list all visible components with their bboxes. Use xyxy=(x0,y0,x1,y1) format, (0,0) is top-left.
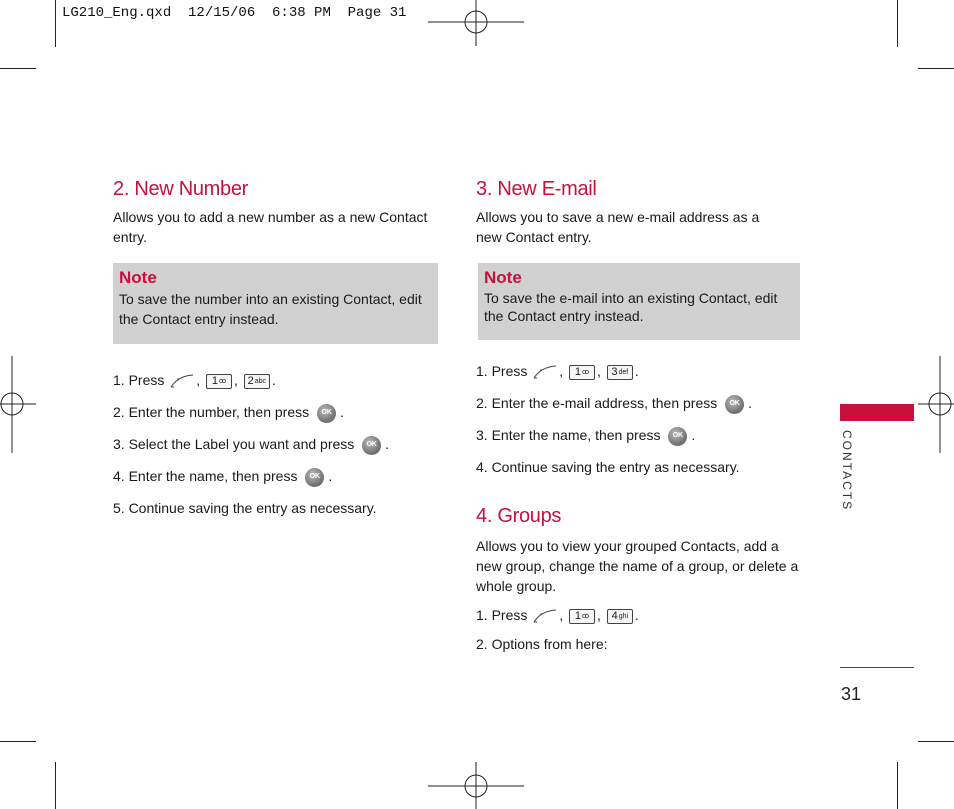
key-label: 3 xyxy=(611,365,618,378)
separator: , xyxy=(559,363,564,379)
new-number-step-4 xyxy=(113,466,332,487)
step-text: 1. Press xyxy=(476,363,528,379)
left-soft-key-icon xyxy=(533,609,557,623)
crop-mark xyxy=(918,741,954,742)
step-text: 1. Press xyxy=(476,607,528,623)
left-soft-key-icon xyxy=(170,374,194,388)
key-1-icon xyxy=(569,609,595,624)
key-label: 2 xyxy=(247,374,254,387)
key-label: 1 xyxy=(574,609,582,622)
separator: , xyxy=(559,607,564,623)
new-number-note xyxy=(113,263,438,344)
crop-mark xyxy=(55,762,56,809)
left-soft-key-icon xyxy=(533,365,557,379)
separator: . xyxy=(385,436,390,452)
page-number: 31 xyxy=(841,684,862,704)
groups-description: Allows you to view your grouped Contacts, add a new group, change the name of a group, or delete a whole group. xyxy=(476,538,799,594)
voicemail-glyph: ꝏ xyxy=(582,612,590,620)
registration-mark-bottom xyxy=(428,762,528,809)
ok-key-icon: OK xyxy=(668,427,687,446)
separator: , xyxy=(597,363,601,379)
voicemail-glyph: ꝏ xyxy=(582,368,590,376)
key-sub-label: def xyxy=(618,368,629,376)
key-label: 4 xyxy=(611,609,618,622)
separator: . xyxy=(340,404,344,420)
key-label: 1 xyxy=(574,365,582,378)
separator: . xyxy=(328,468,333,484)
registration-mark-left xyxy=(0,356,36,453)
key-label: 1 xyxy=(211,374,219,387)
ok-key-icon: OK xyxy=(305,468,324,487)
registration-mark-top xyxy=(428,0,528,46)
separator: , xyxy=(196,372,201,388)
new-number-step-3 xyxy=(113,434,389,455)
crop-mark xyxy=(55,0,56,47)
voicemail-glyph: ꝏ xyxy=(219,377,227,385)
key-sub-label: abc xyxy=(254,377,267,385)
new-number-heading: 2. New Number xyxy=(113,178,249,200)
separator: , xyxy=(597,607,601,623)
print-slug: LG210_Eng.qxd 12/15/06 6:38 PM Page 31 xyxy=(62,5,407,21)
separator: . xyxy=(634,363,639,379)
groups-step-2 xyxy=(476,634,608,654)
key-3-icon xyxy=(607,365,633,380)
new-number-step-1 xyxy=(113,370,276,390)
crop-mark xyxy=(0,68,36,69)
new-number-step-5 xyxy=(113,498,377,518)
new-number-description: Allows you to add a new number as a new Contact entry. xyxy=(113,209,428,245)
step-text: 3. Enter the name, then press xyxy=(476,427,661,443)
crop-mark xyxy=(0,741,36,742)
registration-mark-right xyxy=(918,356,954,453)
page-number-rule xyxy=(840,667,914,668)
crop-mark xyxy=(918,68,954,69)
ok-key-icon: OK xyxy=(362,436,381,455)
new-email-step-3 xyxy=(476,425,695,446)
new-number-step-2 xyxy=(113,402,344,423)
step-text: 3. Select the Label you want and press xyxy=(113,436,355,452)
step-text: 2. Enter the number, then press xyxy=(113,404,310,420)
new-email-note xyxy=(478,263,800,340)
crop-mark xyxy=(897,762,898,809)
separator: . xyxy=(271,372,276,388)
ok-key-icon: OK xyxy=(725,395,744,414)
ok-key-icon: OK xyxy=(317,404,336,423)
key-2-icon xyxy=(244,374,270,389)
section-side-label: CONTACTS xyxy=(840,430,854,512)
groups-heading: 4. Groups xyxy=(476,505,562,527)
key-sub-label: ghi xyxy=(618,612,629,620)
note-body: To save the number into an existing Contact, edit the Contact entry instead. xyxy=(119,291,422,327)
section-tab-marker xyxy=(840,404,914,421)
new-email-step-2 xyxy=(476,393,752,414)
new-email-description: Allows you to save a new e-mail address as a new Contact entry. xyxy=(476,209,760,245)
new-email-heading: 3. New E-mail xyxy=(476,178,597,200)
new-email-section xyxy=(476,178,811,247)
groups-section xyxy=(476,505,811,596)
note-title: Note xyxy=(119,268,157,287)
key-4-icon xyxy=(607,609,633,624)
new-number-section xyxy=(113,178,443,247)
step-text: 1. Press xyxy=(113,372,165,388)
step-text: 5. Continue saving the entry as necessary. xyxy=(113,500,377,516)
new-email-step-1 xyxy=(476,361,639,381)
key-1-icon xyxy=(569,365,595,380)
step-text: 2. Options from here: xyxy=(476,636,608,652)
separator: . xyxy=(691,427,696,443)
note-title: Note xyxy=(484,268,522,287)
separator: . xyxy=(748,395,753,411)
step-text: 4. Continue saving the entry as necessary. xyxy=(476,459,740,475)
note-body: To save the e-mail into an existing Contact, edit the Contact entry instead. xyxy=(484,290,778,324)
separator: , xyxy=(234,372,238,388)
step-text: 2. Enter the e-mail address, then press xyxy=(476,395,718,411)
crop-mark xyxy=(897,0,898,47)
new-email-step-4 xyxy=(476,457,740,477)
key-1-icon xyxy=(206,374,232,389)
step-text: 4. Enter the name, then press xyxy=(113,468,298,484)
separator: . xyxy=(634,607,639,623)
groups-step-1 xyxy=(476,605,639,625)
